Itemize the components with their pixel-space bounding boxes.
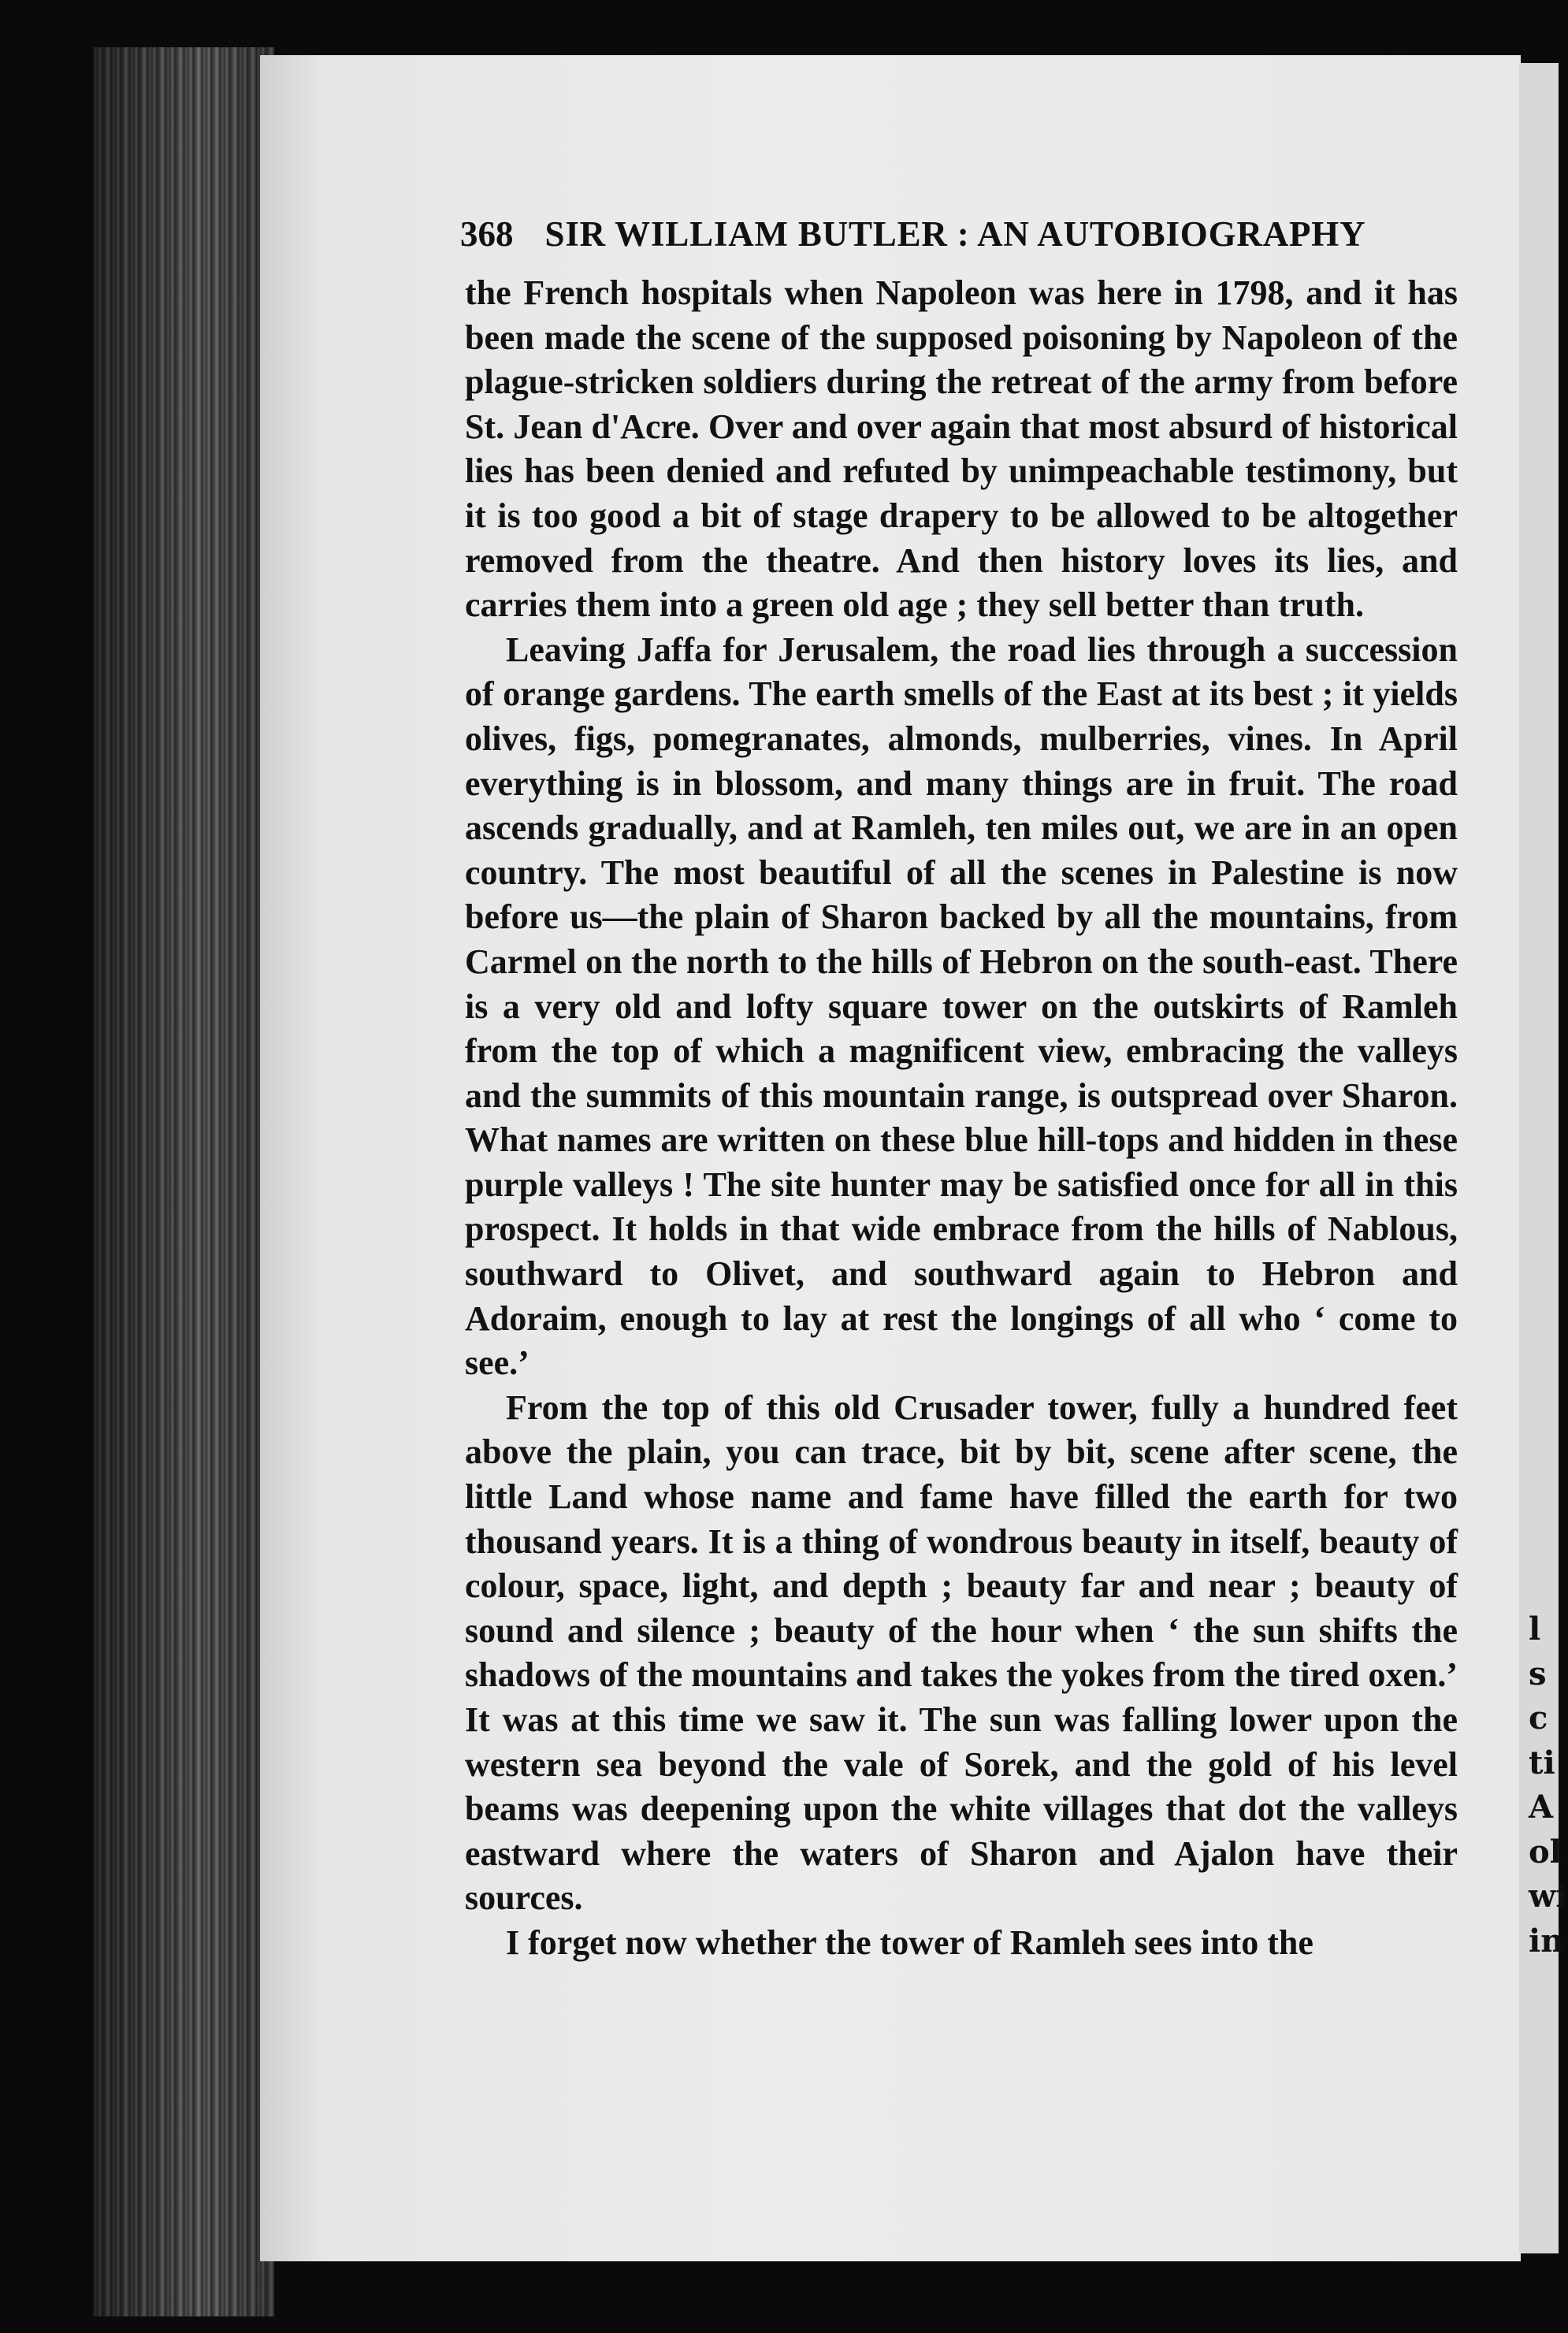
facing-page-text [1529, 1607, 1568, 1963]
facing-page-fragment: c [1529, 1700, 1548, 1737]
facing-page-fragment: ol [1529, 1833, 1562, 1870]
facing-page-fragment: ti [1529, 1744, 1555, 1781]
facing-page-fragment: wi [1529, 1878, 1568, 1915]
facing-page-fragment: s [1529, 1655, 1547, 1692]
paragraph: Leaving Jaffa for Jerusalem, the road lies through a succession of orange gardens. The earth smells of the East at its best ; it yields olives, figs, pomegranates, almonds, mulberries, vines. In April everything is in blossom, and many things are in fruit. The road ascends gradually, and at Ramleh, ten miles out, we are in an open country. The most beautiful of all the scenes in Palestine is now before us—the plain of Sharon backed by all the mountains, from Carmel on the north to the hills of Hebron on the south-east. There is a very old and lofty square tower on the outskirts of Ramleh from the top of which a magnificent view, embracing the valleys and the summits of this mountain range, is outspread over Sharon. What names are written on these blue hill-tops and hidden in these purple valleys ! The site hunter may be satisfied once for all in this prospect. It holds in that wide embrace from the hills of Nablous, southward to Olivet, and southward again to Hebron and Adoraim, enough to lay at rest the longings of all who ‘ come to see.’ [465, 630, 1458, 1383]
page-number: 368 [460, 214, 514, 254]
paragraph: From the top of this old Crusader tower, fully a hundred feet above the plain, you can trace, bit by bit, scene after scene, the little Land whose name and fame have filled the earth for two thousand years. It is a thing of wondrous beauty in itself, beauty of colour, space, light, and depth ; beauty far and near ; beauty of sound and silence ; beauty of the hour when ‘ the sun shifts the shadows of the mountains and takes the yokes from the tired oxen.’ It was at this time we saw it. The sun was falling lower upon the western sea beyond the vale of Sorek, and the gold of his level beams was deepening upon the white villages that dot the valleys eastward where the waters of Sharon and Ajalon have their sources. [465, 1388, 1458, 1918]
paragraph: I forget now whether the tower of Ramleh sees into the [506, 1922, 1313, 1962]
paragraph: the French hospitals when Napoleon was here in 1798, and it has been made the scene of the supposed poisoning by Napoleon of the plague-stricken soldiers during the retreat of the army from before St. Jean d'Acre. Over and over again that most absurd of historical lies has been denied and refuted by unimpeachable testimony, but it is too good a bit of stage drapery to be allowed to be altogether removed from the theatre. And then history loves its lies, and carries them into a green old age ; they sell better than truth. [465, 273, 1458, 625]
facing-page-fragment: l [1529, 1610, 1541, 1648]
facing-page-fragment: A [1529, 1789, 1554, 1826]
facing-page-fragment: in [1529, 1922, 1564, 1960]
running-head: SIR WILLIAM BUTLER : AN AUTOBIOGRAPHY [544, 214, 1366, 254]
spine-shadow [93, 47, 274, 2316]
body-text [465, 271, 1458, 1966]
page-header [460, 206, 1469, 262]
